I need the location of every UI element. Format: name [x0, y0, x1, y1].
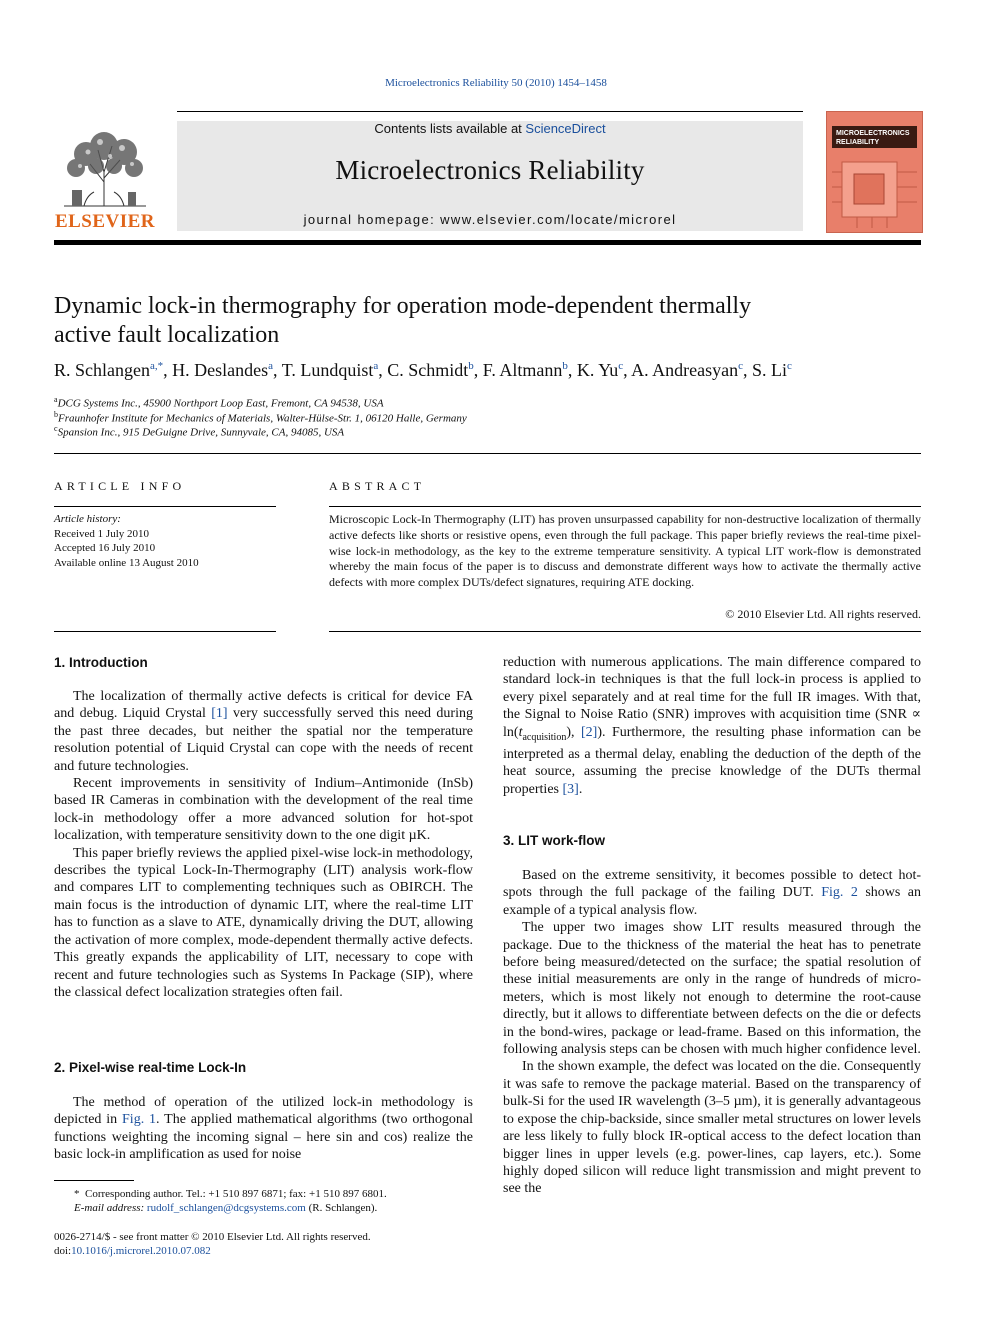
- section-heading-work-flow: 3. LIT work-flow: [503, 833, 606, 848]
- lock-in-body-continued: [503, 654, 921, 798]
- issn-line: 0026-2714/$ - see front matter © 2010 Elsevier Ltd. All rights reserved.: [54, 1231, 371, 1243]
- abstract-copyright: © 2010 Elsevier Ltd. All rights reserved.: [725, 607, 921, 621]
- abstract-text: Microscopic Lock-In Thermography (LIT) has proven unsurpassed capability for non-destructive localization of thermally active defects like shorts or resistive opens, even through the full package. This paper briefly reviews the real-time pixel-wise lock-in methodology, as the key to the extreme temperature sensitivity. A typical LIT work-flow is demonstrated whereby the main focus of the paper is to discuss and demonstrate different ways how to activate the thermally active defects with more complex DUTs/defect signatures, requiring ATE docking.: [329, 512, 921, 590]
- contents-prefix: Contents lists available at: [374, 121, 526, 136]
- author-affiliation-mark[interactable]: c: [618, 360, 624, 372]
- paragraph: The localization of thermally active defects is critical for device FA and debug. Liquid Crystal [1] very successfully served this need during the past three decades, but neither the spatial nor the temperature resolution potential of Liquid Crystal can cope with the needs of recent and future technologies.: [54, 689, 473, 774]
- author-affiliation-mark[interactable]: a,*: [150, 360, 164, 372]
- footnote-rule: [54, 1180, 134, 1181]
- paragraph: Based on the extreme sensitivity, it becomes possible to detect hot-spots through the full package of the failing DUT. Fig. 2 shows an example of a typical analysis flow.: [503, 868, 921, 918]
- article-title-line2: active fault localization: [54, 322, 280, 348]
- author-affiliation-mark[interactable]: c: [787, 360, 792, 372]
- author: F. Altmann$^b$,: [482, 360, 577, 380]
- abstract-heading: ABSTRACT: [329, 479, 426, 493]
- footnote-email-line: E-mail address: rudolf_schlangen@dcgsystems.com (R. Schlangen).: [74, 1202, 378, 1214]
- online-date: Available online 13 August 2010: [54, 556, 199, 569]
- journal-citation[interactable]: Microelectronics Reliability 50 (2010) 1454–1458: [385, 77, 607, 89]
- section-heading-introduction: 1. Introduction: [54, 655, 148, 670]
- author-affiliation-mark[interactable]: a: [268, 360, 274, 372]
- paragraph: The method of operation of the utilized lock-in methodology is depicted in Fig. 1. The applied mathematical algorithms (two orthogonal functions weighting the incoming signal – here sin and cos) realize the basic lock-in amplification as used for noise: [54, 1095, 473, 1163]
- author-email-link[interactable]: rudolf_schlangen@dcgsystems.com: [146, 1202, 306, 1214]
- affiliation: $^c$Spansion Inc., 915 DeGuigne Drive, Sunnyvale, CA, 94085, USA: [54, 424, 345, 439]
- affiliation: $^a$DCG Systems Inc., 45900 Northport Loop East, Fremont, CA 94538, USA: [54, 395, 384, 410]
- front-matter: [54, 1230, 473, 1258]
- paragraph: reduction with numerous applications. The main difference compared to standard lock-in techniques is that the full lock-in process is applied to every pixel separately and at real time for the full IR images. With that, the Signal to Noise Ratio (SNR) improves with acquisition time ($SNR \propto \ln(t_{acquisition})$, [2]). Furthermore, the resulting phase information can be interpreted as a thermal delay, enabling the deduction of the depth of the heat source, assuming the precise knowledge of the DUTs thermal properties [3].: [503, 655, 921, 797]
- lock-in-body: [54, 1094, 473, 1164]
- abstract-bottom-rule: [329, 631, 921, 632]
- cover-artwork: [832, 152, 917, 228]
- figure-link[interactable]: Fig. 2: [821, 885, 858, 901]
- author: R. Schlangen$^{a,*}$,: [54, 360, 173, 380]
- affiliation: $^b$Fraunhofer Institute for Mechanics of Materials, Walter-Hülse-Str. 1, 06120 Halle, Germany: [54, 410, 467, 425]
- header-top-rule: [177, 111, 803, 112]
- abstract-rule: [329, 506, 921, 507]
- author-affiliation-mark[interactable]: b: [562, 360, 568, 372]
- section-heading-lock-in: 2. Pixel-wise real-time Lock-In: [54, 1060, 247, 1075]
- article-history: [54, 512, 276, 570]
- paragraph: Recent improvements in sensitivity of Indium–Antimonide (InSb) based IR Cameras in combination with the development of the real time lock-in methodology offer a more advanced solution for hot-spot localization, with temperature sensitivity down to the one digit µK.: [54, 776, 473, 844]
- author: K. Yu$^c$,: [576, 360, 632, 380]
- author: T. Lundquist$^a$,: [281, 360, 388, 380]
- cover-title-line1: MICROELECTRONICS: [836, 130, 910, 137]
- work-flow-body: [503, 867, 921, 1198]
- author: A. Andreasyan$^c$,: [631, 360, 752, 380]
- journal-title: Microelectronics Reliability: [335, 155, 645, 185]
- author-affiliation-mark[interactable]: c: [738, 360, 743, 372]
- introduction-body: [54, 688, 473, 1001]
- contents-line: [177, 121, 803, 136]
- cover-title-line2: RELIABILITY: [836, 139, 880, 146]
- history-label: Article history:: [54, 513, 121, 525]
- elsevier-wordmark: ELSEVIER: [54, 211, 156, 232]
- article-title: [54, 292, 914, 350]
- figure-link[interactable]: Fig. 1: [122, 1112, 157, 1128]
- article-info-bottom-rule: [54, 631, 276, 632]
- author: S. Li$^c$: [751, 360, 792, 380]
- sciencedirect-link[interactable]: ScienceDirect: [525, 121, 606, 136]
- doi-link[interactable]: 10.1016/j.microrel.2010.07.082: [71, 1245, 211, 1257]
- paragraph: The upper two images show LIT results measured through the package. Due to the thickness of the material the heat has to penetrate before being measured/detected on the surface; the spatial resolution of these initial measurements are only in the range of hundreds of micro-meters, which is most likely not enough to determine the root-cause directly, but it allows to differentiate between defects on the die or defects in the bond-wires, package or lead-frame. Based on this information, the following analysis steps can be chosen with much higher confidence level.: [503, 920, 921, 1058]
- doi-line: doi:10.1016/j.microrel.2010.07.082: [54, 1245, 211, 1257]
- journal-homepage[interactable]: journal homepage: www.elsevier.com/locate/microrel: [303, 212, 677, 227]
- author-affiliation-mark[interactable]: a: [373, 360, 379, 372]
- author-affiliation-mark[interactable]: b: [468, 360, 474, 372]
- received-date: Received 1 July 2010: [54, 527, 150, 540]
- corresponding-author-footnote: [54, 1187, 473, 1215]
- author: H. Deslandes$^a$,: [172, 360, 282, 380]
- footnote-line: * Corresponding author. Tel.: +1 510 897 6871; fax: +1 510 897 6801.: [74, 1188, 387, 1200]
- author: C. Schmidt$^b$,: [387, 360, 483, 380]
- article-info-rule: [54, 506, 276, 507]
- reference-link[interactable]: [2]: [580, 724, 598, 740]
- article-title-line1: Dynamic lock-in thermography for operation mode-dependent thermally: [54, 293, 752, 319]
- paragraph: This paper briefly reviews the applied pixel-wise lock-in methodology, describes the typical Lock-In-Thermography (LIT) analysis work-flow and compares LIT to complementing techniques such as OBIRCH. The main focus is the introduction of dynamic LIT, where the real-time LIT has to function as a slave to ATE, dynamically driving the DUT, allowing the activation of more complex, mode-dependent thermally active defects. This greatly expands the applicability of LIT, necessary to cope with recent and future technologies such as Systems In Package (SIP), where the classical defect localization strategies often fail.: [54, 845, 473, 1000]
- paragraph: In the shown example, the defect was located on the die. Consequently it was safe to remove the package material. Based on the transparency of bulk-Si for the used IR wavelength (3–5 µm), it is generally advantageous to expose the chip-backside, since smaller metal structures on lower levels are less likely to fully block IR-optical access to the defect location than bigger lines in upper levels (e.g. power-lines, cap layers, etc.). Some highly doped silicon will reduce light transmission and might prevent to see the: [503, 1059, 921, 1197]
- reference-link[interactable]: [1]: [211, 706, 228, 722]
- reference-link[interactable]: [3]: [562, 781, 579, 797]
- cover-title-band: [832, 126, 917, 148]
- article-info-heading: ARTICLE INFO: [54, 479, 186, 493]
- section-divider: [54, 453, 921, 454]
- journal-cover-thumbnail[interactable]: [826, 111, 923, 233]
- accepted-date: Accepted 16 July 2010: [54, 542, 156, 554]
- author-list: [54, 360, 934, 381]
- header-thick-rule: [54, 240, 921, 245]
